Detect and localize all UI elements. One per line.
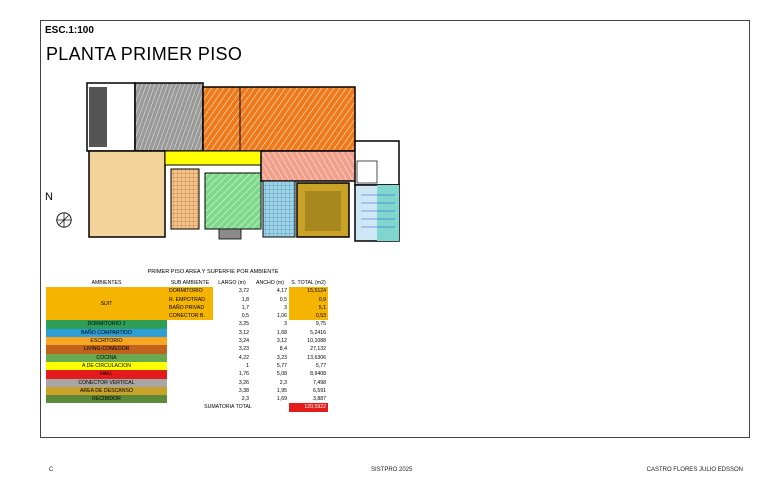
ambiente-cell: BAÑO COMPARTIDO — [46, 329, 167, 337]
table-row — [46, 395, 328, 403]
sub-ambiente-cell: CONECTOR B. — [167, 312, 213, 320]
ambiente-cell: LIVING-COMEDOR — [46, 345, 167, 353]
ancho-cell: 2,3 — [279, 379, 287, 386]
largo-cell: 0,5 — [241, 313, 249, 320]
ancho-cell: 5,77 — [276, 362, 287, 369]
ancho-cell: 3 — [284, 321, 287, 328]
suit-label: SUIT — [46, 287, 167, 320]
ancho-cell: 3 — [284, 304, 287, 311]
largo-cell: 2,3 — [241, 396, 249, 403]
total-cell: 5,77 — [315, 362, 326, 369]
ancho-cell: 4,17 — [276, 288, 287, 295]
sub-ambiente-cell: BAÑO PRIVAD — [167, 304, 213, 312]
sub-ambiente-cell — [167, 379, 213, 387]
largo-cell: 3,72 — [238, 288, 249, 295]
footer-left: C — [49, 467, 54, 473]
ambiente-cell: HALL — [46, 370, 167, 378]
ancho-cell: 3,12 — [276, 338, 287, 345]
table-row — [46, 354, 328, 362]
table-row — [46, 329, 328, 337]
sub-ambiente-cell — [167, 370, 213, 378]
largo-cell: 1 — [246, 362, 249, 369]
sum-value: 120,5922 — [289, 403, 328, 411]
largo-cell: 3,24 — [238, 338, 249, 345]
table-header-row — [46, 279, 328, 287]
ambiente-cell: ESCRITORIO — [46, 337, 167, 345]
ambiente-cell: RECIBIDOR — [46, 395, 167, 403]
largo-cell: 1,76 — [238, 371, 249, 378]
ancho-cell: 5,08 — [276, 371, 287, 378]
header-sub-ambiente: SUB AMBIENTE — [170, 280, 210, 286]
scale-label: ESC.1:100 — [45, 25, 94, 36]
header-total: S. TOTAL (m2) — [291, 280, 326, 286]
total-cell: 3,887 — [313, 396, 326, 403]
drawing-sheet — [40, 20, 750, 473]
ancho-cell: 3,23 — [276, 354, 287, 361]
table-row — [46, 287, 328, 295]
header-ambientes: AMBIENTES — [91, 280, 122, 286]
sum-label: SUMATORIA TOTAL — [204, 404, 252, 411]
table-row — [46, 320, 328, 328]
largo-cell: 1,8 — [241, 296, 249, 303]
ancho-cell: 0,5 — [279, 296, 287, 303]
footer-center: SISTPRO 2025 — [371, 467, 413, 473]
footer-right: CASTRO FLORES JULIO EDSSON — [646, 467, 743, 473]
largo-cell: 3,25 — [238, 321, 249, 328]
total-cell: 5,1 — [289, 304, 328, 312]
ancho-cell: 1,06 — [276, 313, 287, 320]
table-row — [46, 379, 328, 387]
ambiente-cell: AREA DE DESCANSO — [46, 387, 167, 395]
sub-ambiente-cell — [167, 345, 213, 353]
sub-ambiente-cell — [167, 395, 213, 403]
total-cell: 7,498 — [313, 379, 326, 386]
ancho-cell: 1,69 — [276, 396, 287, 403]
largo-cell: 3,12 — [238, 329, 249, 336]
empty-cell — [46, 403, 167, 411]
sum-row — [46, 403, 328, 411]
sub-ambiente-cell — [167, 387, 213, 395]
header-ancho: ANCHO (m) — [256, 280, 284, 286]
ancho-cell: 8,4 — [279, 346, 287, 353]
ambiente-cell: DORMITORIO 1 — [46, 320, 167, 328]
largo-cell: 3,23 — [238, 346, 249, 353]
north-label: N — [45, 191, 53, 203]
sub-ambiente-cell — [167, 320, 213, 328]
sub-ambiente-cell: R. EMPOTRAD — [167, 296, 213, 304]
total-cell: 6,591 — [313, 387, 326, 394]
table-row — [46, 370, 328, 378]
sub-ambiente-cell — [167, 329, 213, 337]
ancho-cell: 1,68 — [276, 329, 287, 336]
floor-plan — [85, 77, 453, 261]
table-row — [46, 362, 328, 370]
total-cell: 0,9 — [289, 296, 328, 304]
largo-cell: 3,26 — [238, 379, 249, 386]
table-caption: PRIMER PISO AREA Y SUPERFIE POR AMBIENTE — [147, 269, 279, 275]
total-cell: 15,5124 — [289, 287, 328, 295]
total-cell: 10,1088 — [307, 338, 326, 345]
largo-cell: 4,22 — [238, 354, 249, 361]
table-row — [46, 387, 328, 395]
sub-ambiente-cell — [167, 337, 213, 345]
ancho-cell: 1,95 — [276, 387, 287, 394]
largo-cell: 3,38 — [238, 387, 249, 394]
sub-ambiente-cell — [167, 354, 213, 362]
area-table — [46, 279, 328, 412]
table-row — [46, 337, 328, 345]
largo-cell: 1,7 — [241, 304, 249, 311]
sub-ambiente-cell — [167, 362, 213, 370]
ambiente-cell: A DE CIRCULACION — [46, 362, 167, 370]
total-cell: 27,132 — [310, 346, 326, 353]
sub-ambiente-cell: DORMITORIO — [167, 287, 213, 295]
ambiente-cell: COCINA — [46, 354, 167, 362]
ambiente-cell: CONECTOR VERTICAL — [46, 379, 167, 387]
total-cell: 13,6306 — [307, 354, 326, 361]
header-largo: LARGO (m) — [218, 280, 246, 286]
total-cell: 9,75 — [315, 321, 326, 328]
total-cell: 0,53 — [289, 312, 328, 320]
table-row — [46, 345, 328, 353]
compass-icon — [55, 211, 73, 229]
total-cell: 5,2416 — [310, 329, 326, 336]
total-cell: 8,9408 — [310, 371, 326, 378]
page-title: PLANTA PRIMER PISO — [46, 44, 243, 64]
